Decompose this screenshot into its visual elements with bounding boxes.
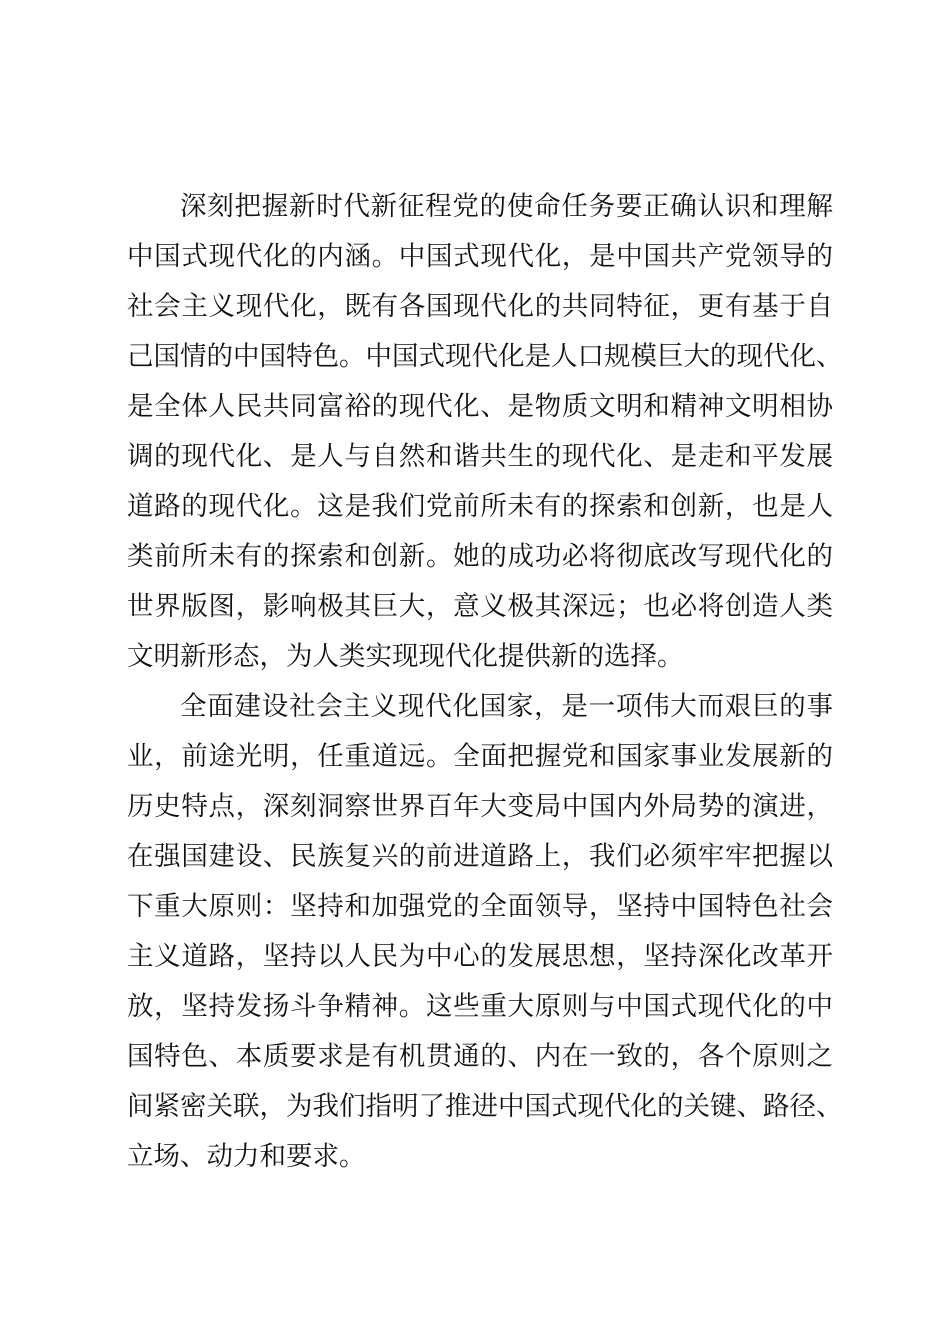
text-line: 国特色、本质要求是有机贯通的、内在一致的，各个原则之 (127, 1041, 833, 1072)
text-line: 业，前途光明，任重道远。全面把握党和国家事业发展新的 (127, 741, 833, 772)
text-line: 深刻把握新时代新征程党的使命任务要正确认识和理解 (180, 191, 833, 222)
paragraph-2 (127, 682, 843, 1182)
text-line: 下重大原则：坚持和加强党的全面领导，坚持中国特色社会 (127, 891, 833, 922)
text-line: 道路的现代化。这是我们党前所未有的探索和创新，也是人 (127, 491, 833, 522)
text-line: 全面建设社会主义现代化国家，是一项伟大而艰巨的事 (180, 691, 833, 722)
text-line: 社会主义现代化，既有各国现代化的共同特征，更有基于自 (127, 291, 833, 322)
text-line: 中国式现代化的内涵。中国式现代化，是中国共产党领导的 (127, 241, 833, 272)
text-line: 调的现代化、是人与自然和谐共生的现代化、是走和平发展 (127, 441, 833, 472)
text-line: 是全体人民共同富裕的现代化、是物质文明和精神文明相协 (127, 391, 833, 422)
paragraph-1 (127, 182, 843, 682)
text-line: 历史特点，深刻洞察世界百年大变局中国内外局势的演进， (127, 791, 833, 822)
text-line: 主义道路，坚持以人民为中心的发展思想，坚持深化改革开 (127, 941, 833, 972)
text-line: 在强国建设、民族复兴的前进道路上，我们必须牢牢把握以 (127, 841, 833, 872)
body-text (127, 182, 843, 1182)
text-line: 间紧密关联，为我们指明了推进中国式现代化的关键、路径、 (127, 1091, 843, 1122)
text-line: 类前所未有的探索和创新。她的成功必将彻底改写现代化的 (127, 541, 833, 572)
text-line: 立场、动力和要求。 (127, 1141, 366, 1172)
text-line: 放，坚持发扬斗争精神。这些重大原则与中国式现代化的中 (127, 991, 833, 1022)
text-line: 世界版图，影响极其巨大，意义极其深远；也必将创造人类 (127, 591, 833, 622)
text-line: 己国情的中国特色。中国式现代化是人口规模巨大的现代化、 (127, 341, 843, 372)
text-line: 文明新形态，为人类实现现代化提供新的选择。 (127, 641, 684, 672)
